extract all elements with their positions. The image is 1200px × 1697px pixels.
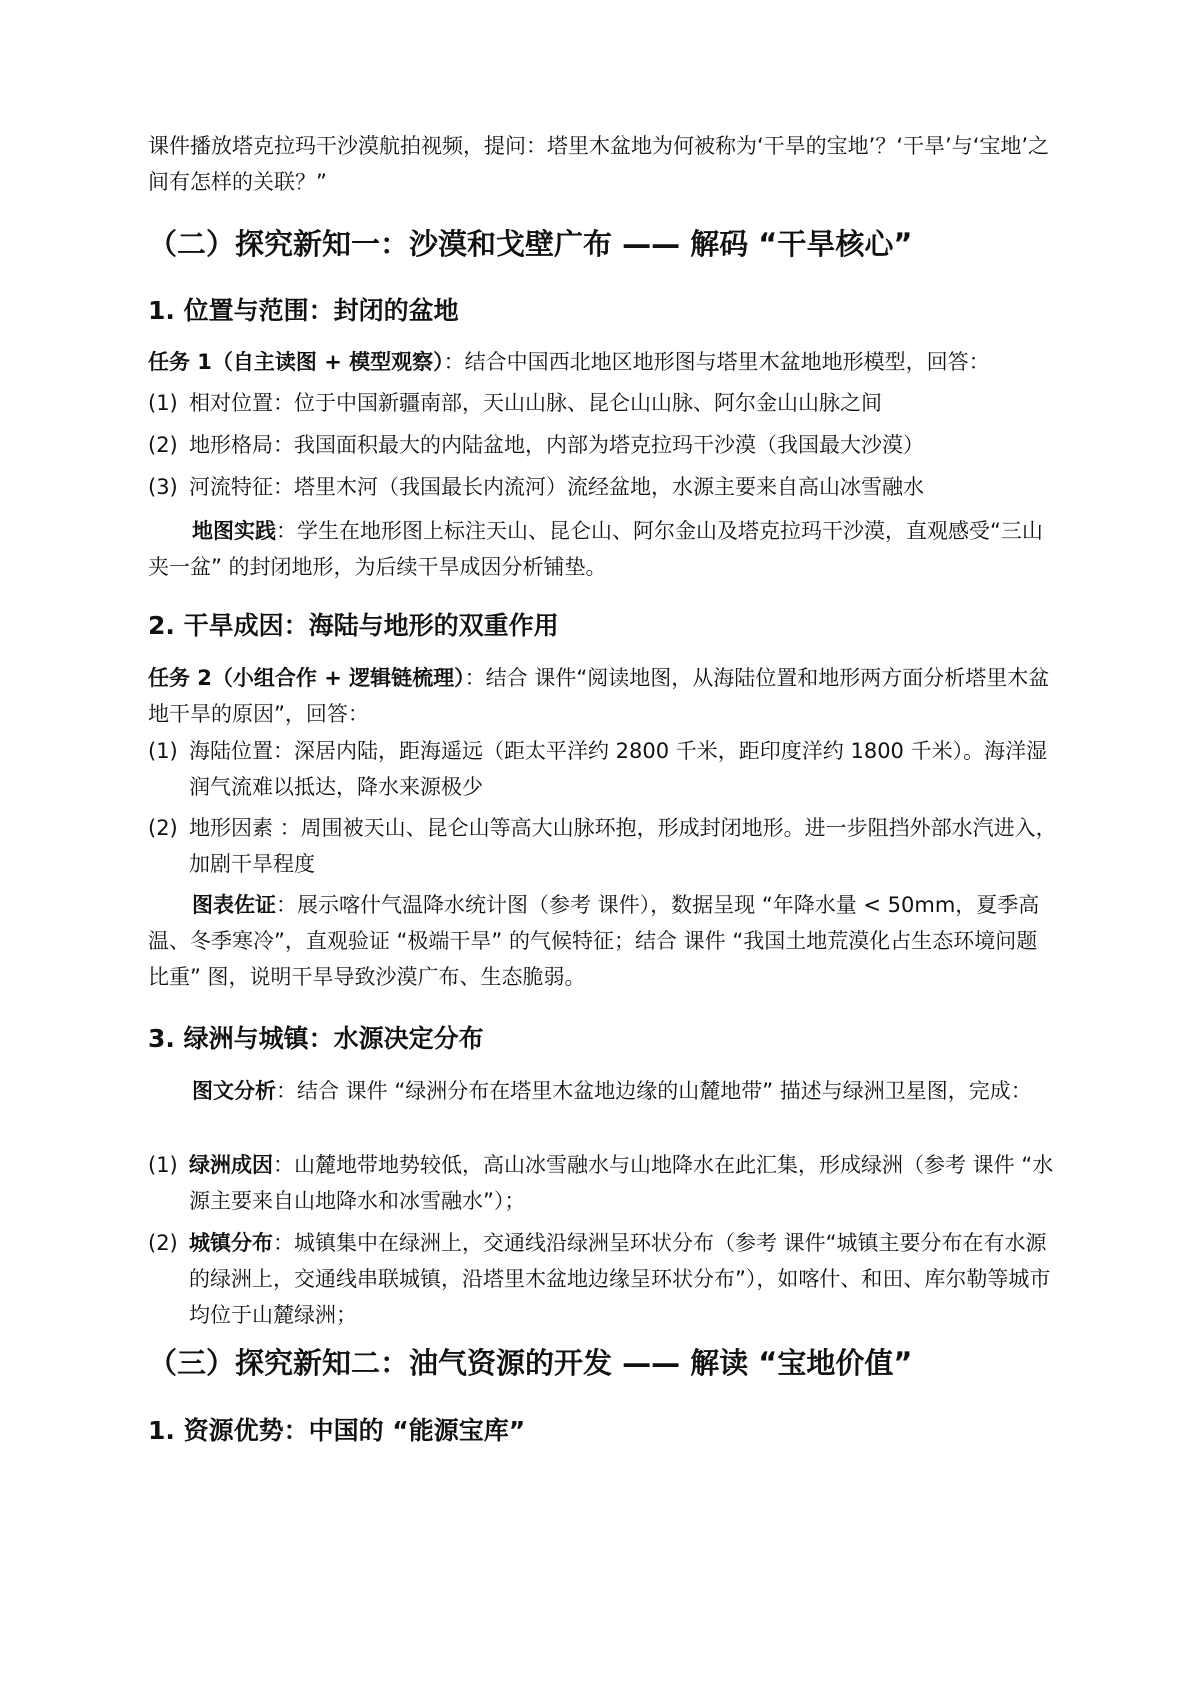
- list-item-text: 海陆位置：深居内陆，距海遥远（距太平洋约 2800 千米，距印度洋约 1800 千米）。海洋湿润气流难以抵达，降水来源极少: [189, 739, 1048, 799]
- list-item-text: 地形因素 ：周围被天山、昆仑山等高大山脉环抱，形成封闭地形。进一步阻挡外部水汽进入，加剧干旱程度: [189, 816, 1057, 876]
- map-practice-paragraph: [148, 513, 1058, 585]
- list-item-text: 相对位置：位于中国新疆南部，天山山脉、昆仑山山脉、阿尔金山山脉之间: [189, 391, 882, 415]
- list-item: [148, 469, 1058, 505]
- list-item-body: ：城镇集中在绿洲上，交通线沿绿洲呈环状分布（参考 课件“城镇主要分布在有水源的绿洲上，交通线串联城镇，沿塔里木盆地边缘呈环状分布”），如喀什、和田、库尔勒等城市均位于山麓绿洲；: [189, 1231, 1051, 1327]
- list-item: [148, 427, 1058, 463]
- intro-paragraph: 课件播放塔克拉玛干沙漠航拍视频，提问：塔里木盆地为何被称为‘干旱的宝地’？‘干旱’与‘宝地’之间有怎样的关联？”: [148, 134, 1050, 194]
- list-item-text: 河流特征：塔里木河（我国最长内流河）流经盆地，水源主要来自高山冰雪融水: [189, 475, 924, 499]
- list-item: [148, 810, 1058, 882]
- list-item: [148, 1225, 1058, 1333]
- list-item-number: (1): [148, 1153, 178, 1177]
- subsection-heading-location: 1. 位置与范围：封闭的盆地: [148, 296, 459, 325]
- analysis-paragraph: [148, 1073, 1058, 1109]
- list-item-number: (2): [148, 1231, 178, 1255]
- list-item: [148, 733, 1058, 805]
- section-heading-2: （二）探究新知一：沙漠和戈壁广布 —— 解码 “干旱核心”: [148, 227, 913, 261]
- map-practice-label: 地图实践: [192, 519, 276, 543]
- map-practice-text: ：学生在地形图上标注天山、昆仑山、阿尔金山及塔克拉玛干沙漠，直观感受“三山夹一盆” 的封闭地形，为后续干旱成因分析铺垫。: [148, 519, 1043, 579]
- list-item-number: (1): [148, 739, 178, 763]
- subsection-heading-causes: 2. 干旱成因：海陆与地形的双重作用: [148, 611, 559, 640]
- list-item-text: 地形格局：我国面积最大的内陆盆地，内部为塔克拉玛干沙漠（我国最大沙漠）: [189, 433, 924, 457]
- task-1-label: 任务 1（自主读图 + 模型观察）: [148, 350, 444, 374]
- analysis-text: ：结合 课件 “绿洲分布在塔里木盆地边缘的山麓地带” 描述与绿洲卫星图，完成：: [276, 1079, 1032, 1103]
- chart-evidence-paragraph: [148, 887, 1058, 995]
- task-2-paragraph: [148, 660, 1058, 732]
- list-item-label: 城镇分布: [189, 1231, 273, 1255]
- section-heading-3: （三）探究新知二：油气资源的开发 —— 解读 “宝地价值”: [148, 1346, 913, 1380]
- analysis-label: 图文分析: [192, 1079, 276, 1103]
- task-1-text: ：结合中国西北地区地形图与塔里木盆地地形模型，回答：: [443, 350, 990, 374]
- task-2-text: ：结合 课件“阅读地图，从海陆位置和地形两方面分析塔里木盆地干旱的原因”，回答：: [148, 666, 1050, 726]
- task-1-paragraph: [148, 344, 1058, 380]
- list-item-number: (1): [148, 391, 178, 415]
- list-item-text: [189, 1225, 1058, 1333]
- list-item: [148, 1147, 1058, 1219]
- subsection-heading-resources: 1. 资源优势：中国的 “能源宝库”: [148, 1416, 526, 1445]
- task-2-label: 任务 2（小组合作 + 逻辑链梳理）: [148, 666, 465, 690]
- subsection-heading-oasis: 3. 绿洲与城镇：水源决定分布: [148, 1024, 484, 1053]
- list-item-number: (2): [148, 433, 178, 457]
- list-item: [148, 385, 1058, 421]
- list-item-body: ：山麓地带地势较低，高山冰雪融水与山地降水在此汇集，形成绿洲（参考 课件 “水源主要来自山地降水和冰雪融水”）；: [189, 1153, 1054, 1213]
- list-item-number: (3): [148, 475, 178, 499]
- chart-evidence-label: 图表佐证: [192, 893, 276, 917]
- list-item-label: 绿洲成因: [189, 1153, 273, 1177]
- chart-evidence-text: ：展示喀什气温降水统计图（参考 课件），数据呈现 “年降水量 < 50mm，夏季高温、冬季寒冷”，直观验证 “极端干旱” 的气候特征；结合 课件 “我国土地荒漠化占生态环境问题比重” 图，说明干旱导致沙漠广布、生态脆弱。: [148, 893, 1040, 989]
- list-item-number: (2): [148, 816, 178, 840]
- list-item-text: [189, 1147, 1058, 1219]
